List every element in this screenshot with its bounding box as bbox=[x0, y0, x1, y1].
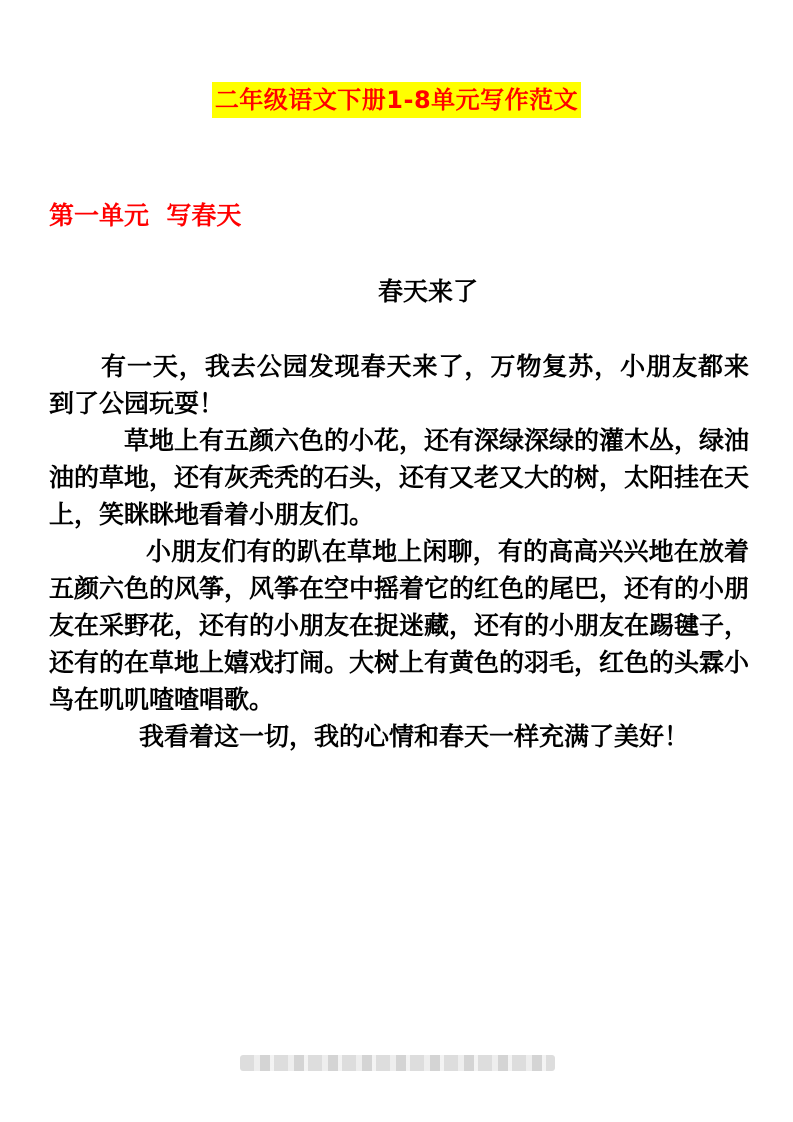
essay-body bbox=[49, 348, 749, 755]
essay-title: 春天来了 bbox=[378, 277, 479, 306]
footer-watermark bbox=[240, 1055, 555, 1071]
essay-paragraph-3: 小朋友们有的趴在草地上闲聊，有的高高兴兴地在放着五颜六色的风筝，风筝在空中摇着它的红色的尾巴，还有的小朋友在采野花，还有的小朋友在捉迷藏，还有的小朋友在踢毽子，还有的在草地上嬉戏打闹。大树上有黄色的羽毛，红色的头霖小鸟在叽叽喳喳唱歌。 bbox=[49, 537, 750, 714]
essay-paragraph-4: 我看着这一切，我的心情和春天一样充满了美好！ bbox=[139, 722, 690, 751]
essay-paragraph-1: 有一天，我去公园发现春天来了，万物复苏，小朋友都来到了公园玩耍！ bbox=[49, 352, 749, 418]
unit-heading: 第一单元 写春天 bbox=[49, 201, 242, 230]
document-title-container bbox=[0, 82, 793, 118]
essay-paragraph-2: 草地上有五颜六色的小花，还有深绿深绿的灌木丛，绿油油的草地，还有灰秃秃的石头，还有又老又大的树，太阳挂在天上，笑眯眯地看着小朋友们。 bbox=[49, 426, 750, 529]
document-title: 二年级语文下册1-8单元写作范文 bbox=[212, 82, 581, 118]
